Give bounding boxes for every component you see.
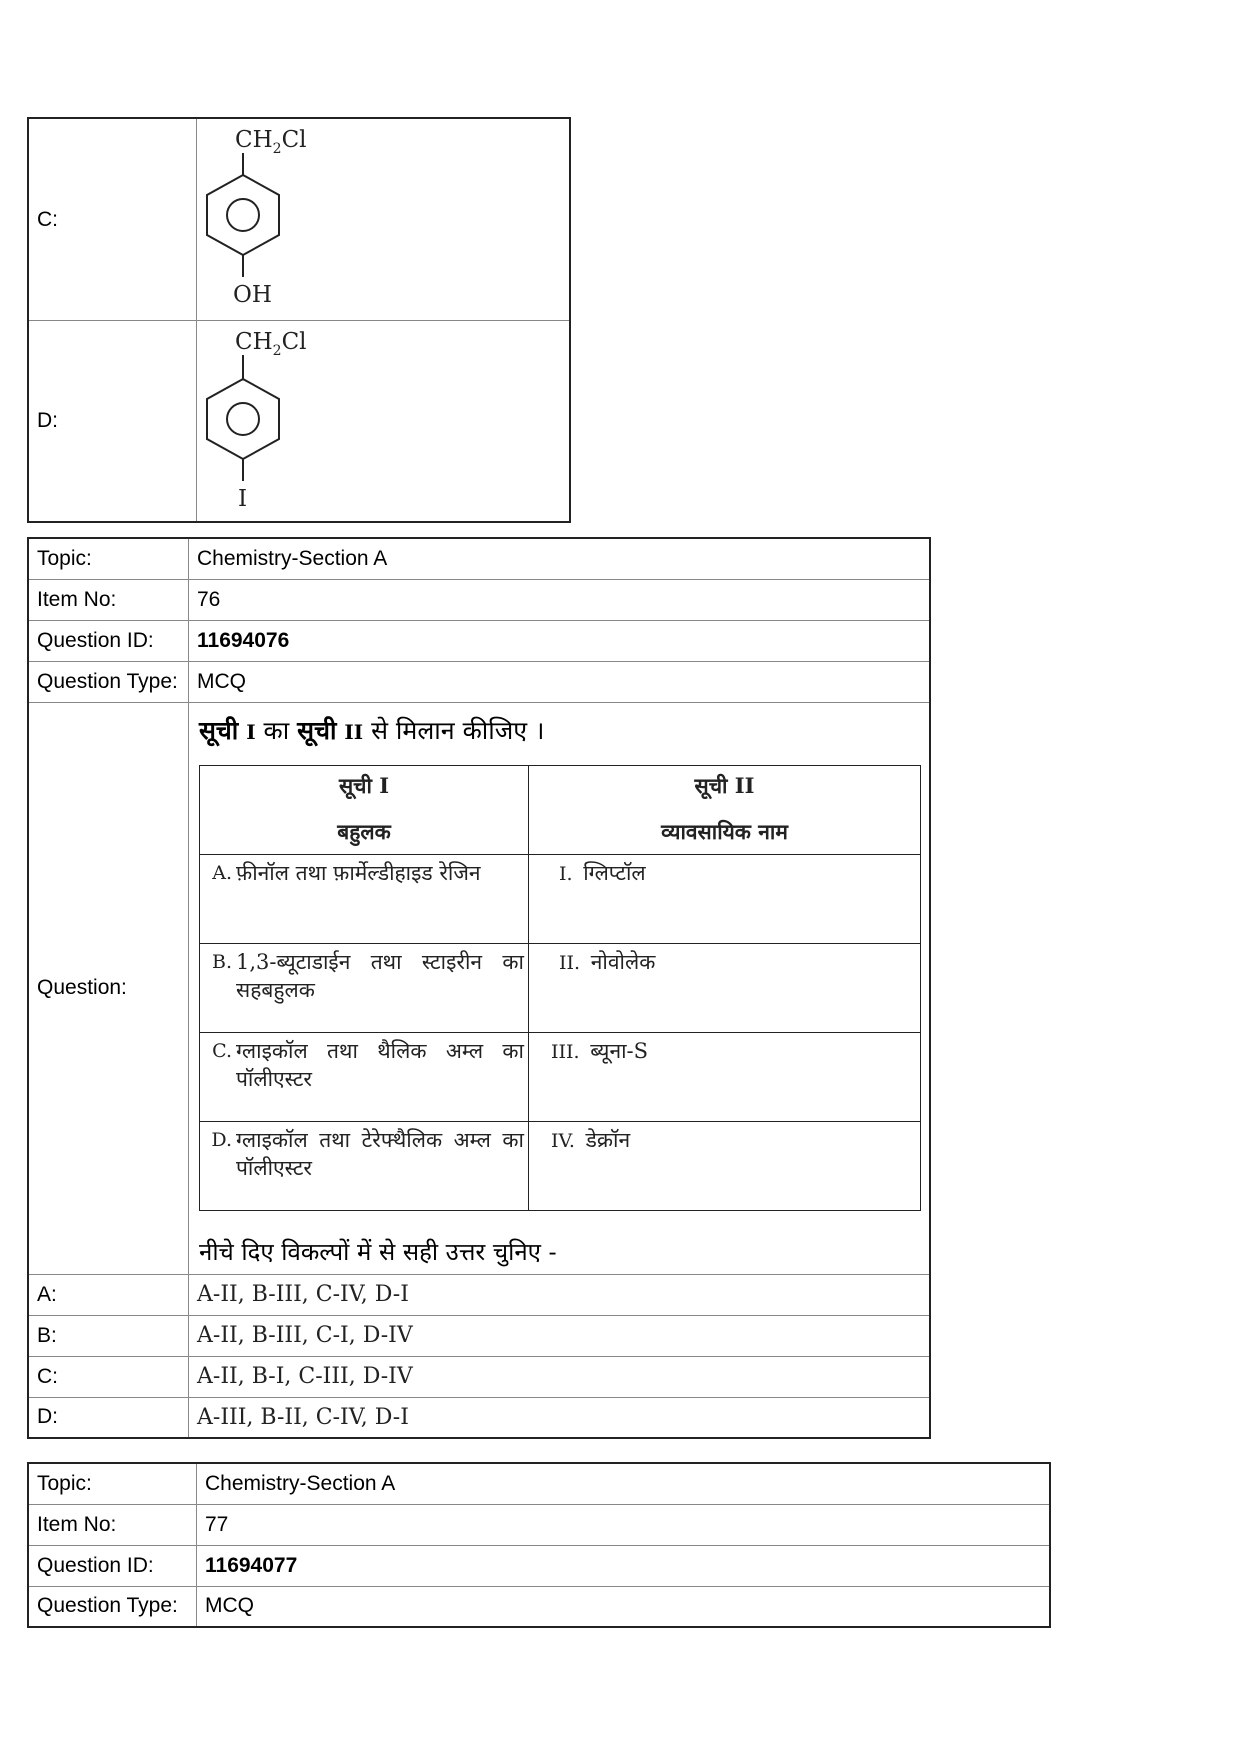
item-value: 76 (189, 579, 931, 620)
ch2cl-label: $CH_2Cl$ (235, 329, 307, 359)
qtype-row (28, 661, 930, 702)
match-table (199, 765, 921, 1211)
list1-item: A. फ़ीनॉल तथा फ़ार्मेल्डीहाइड रेजिन (200, 854, 529, 943)
option-row-c (28, 118, 570, 321)
qtype-value: MCQ (189, 661, 931, 702)
qid-label: Question ID: (28, 1545, 197, 1586)
option-label: D: (28, 321, 197, 523)
qid-row (28, 1545, 1050, 1586)
topic-row (28, 538, 930, 579)
oh-label: OH (233, 282, 272, 308)
list1-header: सूची I बहुलक (200, 765, 529, 854)
list1-item: D. ग्लाइकॉल तथा टेरेफ्थैलिक अम्ल का पॉलीएस्टर (200, 1121, 529, 1210)
option-row (28, 1274, 930, 1315)
item-label: Item No: (28, 1504, 197, 1545)
option-text: A-II, B-III, C-I, D-IV (189, 1315, 931, 1356)
topic-value: Chemistry-Section A (189, 538, 931, 579)
structure-cell (197, 321, 571, 523)
list2-header: सूची II व्यावसायिक नाम (529, 765, 921, 854)
option-text: A-III, B-II, C-IV, D-I (189, 1397, 931, 1438)
iodine-label: I (238, 486, 248, 512)
question-footer: नीचे दिए विकल्पों में से सही उत्तर चुनिए - (199, 1237, 557, 1266)
list2-item: I. ग्लिप्टॉल (529, 854, 921, 943)
option-row (28, 1356, 930, 1397)
benzyl-chloride-with-oh-structure (197, 119, 397, 314)
structure-cell (197, 118, 571, 321)
prev-options-table (27, 117, 571, 523)
question-77-table (27, 1462, 1051, 1628)
item-row (28, 579, 930, 620)
option-label: D: (28, 1397, 189, 1438)
item-row (28, 1504, 1050, 1545)
item-label: Item No: (28, 579, 189, 620)
option-row (28, 1315, 930, 1356)
match-row (200, 943, 921, 1032)
list1-item: C. ग्लाइकॉल तथा थैलिक अम्ल का पॉलीएस्टर (200, 1032, 529, 1121)
option-text: A-II, B-I, C-III, D-IV (189, 1356, 931, 1397)
question-row (28, 702, 930, 1274)
qid-value: 11694077 (197, 1545, 1051, 1586)
list2-item: IV. डेक्रॉन (529, 1121, 921, 1210)
qid-row (28, 620, 930, 661)
qid-value: 11694076 (189, 620, 931, 661)
option-row-d (28, 321, 570, 523)
item-value: 77 (197, 1504, 1051, 1545)
option-label: C: (28, 118, 197, 321)
list2-item: II. नोवोलेक (529, 943, 921, 1032)
question-76-table (27, 537, 931, 1439)
qtype-row (28, 1586, 1050, 1627)
question-label: Question: (28, 702, 189, 1274)
topic-label: Topic: (28, 1463, 197, 1504)
list1-item: B. 1,3-ब्यूटाडाईन तथा स्टाइरीन का सहबहुलक (200, 943, 529, 1032)
option-label: C: (28, 1356, 189, 1397)
option-label: A: (28, 1274, 189, 1315)
list2-item: III. ब्यूना-S (529, 1032, 921, 1121)
benzyl-chloride-with-iodine-structure (197, 321, 397, 515)
topic-value: Chemistry-Section A (197, 1463, 1051, 1504)
qid-label: Question ID: (28, 620, 189, 661)
option-label: B: (28, 1315, 189, 1356)
qtype-label: Question Type: (28, 661, 189, 702)
match-row (200, 854, 921, 943)
match-row (200, 1121, 921, 1210)
qtype-value: MCQ (197, 1586, 1051, 1627)
option-text: A-II, B-III, C-IV, D-I (189, 1274, 931, 1315)
topic-row (28, 1463, 1050, 1504)
qtype-label: Question Type: (28, 1586, 197, 1627)
question-heading: सूची I का सूची II से मिलान कीजिए । (199, 715, 545, 745)
match-row (200, 1032, 921, 1121)
option-row (28, 1397, 930, 1438)
question-body (189, 702, 931, 1274)
topic-label: Topic: (28, 538, 189, 579)
match-header-row (200, 765, 921, 854)
ch2cl-label: $CH_2Cl$ (235, 127, 307, 157)
